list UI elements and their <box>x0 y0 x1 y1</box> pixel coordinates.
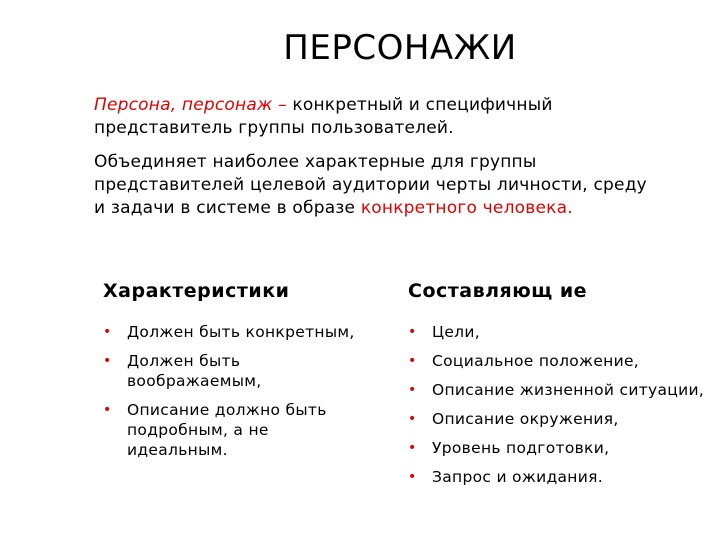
bullet-icon: • <box>408 382 417 398</box>
list-item <box>406 322 706 342</box>
list-item-text: Запрос и ожидания. <box>432 468 603 486</box>
list-item <box>406 351 706 371</box>
description-paragraph <box>94 151 654 220</box>
bullet-icon: • <box>103 402 112 418</box>
list-item-text: Описание должно быть подробным, а не идеальным. <box>127 401 327 459</box>
characteristics-list <box>101 322 366 469</box>
list-item <box>101 322 366 342</box>
definition-term: Персона, персонаж <box>94 95 273 115</box>
bullet-icon: • <box>408 411 417 427</box>
characteristics-heading: Характеристики <box>103 280 290 302</box>
definition-text: конкретный и специфичный представитель группы пользователей. <box>94 95 553 138</box>
bullet-icon: • <box>103 353 112 369</box>
intro-block <box>94 94 654 231</box>
slide-title: ПЕРСОНАЖИ <box>283 28 517 68</box>
definition-dash: – <box>272 95 293 115</box>
list-item-text: Должен быть конкретным, <box>127 323 355 341</box>
list-item-text: Цели, <box>432 323 480 341</box>
list-item-text: Описание окружения, <box>432 410 619 428</box>
description-text: Объединяет наиболее характерные для группы представителей целевой аудитории черты личности, среду и задачи в системе в образе <box>94 152 647 218</box>
list-item-text: Описание жизненной ситуации, <box>432 381 705 399</box>
list-item-text: Уровень подготовки, <box>432 439 610 457</box>
bullet-icon: • <box>408 469 417 485</box>
description-end: . <box>567 198 573 218</box>
list-item <box>406 409 706 429</box>
list-item <box>406 438 706 458</box>
bullet-icon: • <box>408 324 417 340</box>
bullet-icon: • <box>103 324 112 340</box>
list-item <box>406 380 706 400</box>
list-item <box>406 467 706 487</box>
description-highlight: конкретного человека <box>360 198 568 218</box>
list-item <box>101 400 366 460</box>
components-list <box>406 322 706 496</box>
definition-paragraph <box>94 94 654 140</box>
list-item-text: Социальное положение, <box>432 352 640 370</box>
bullet-icon: • <box>408 353 417 369</box>
bullet-icon: • <box>408 440 417 456</box>
list-item <box>101 351 366 391</box>
list-item-text: Должен быть воображаемым, <box>127 352 262 390</box>
components-heading: Составляющ ие <box>408 280 588 302</box>
